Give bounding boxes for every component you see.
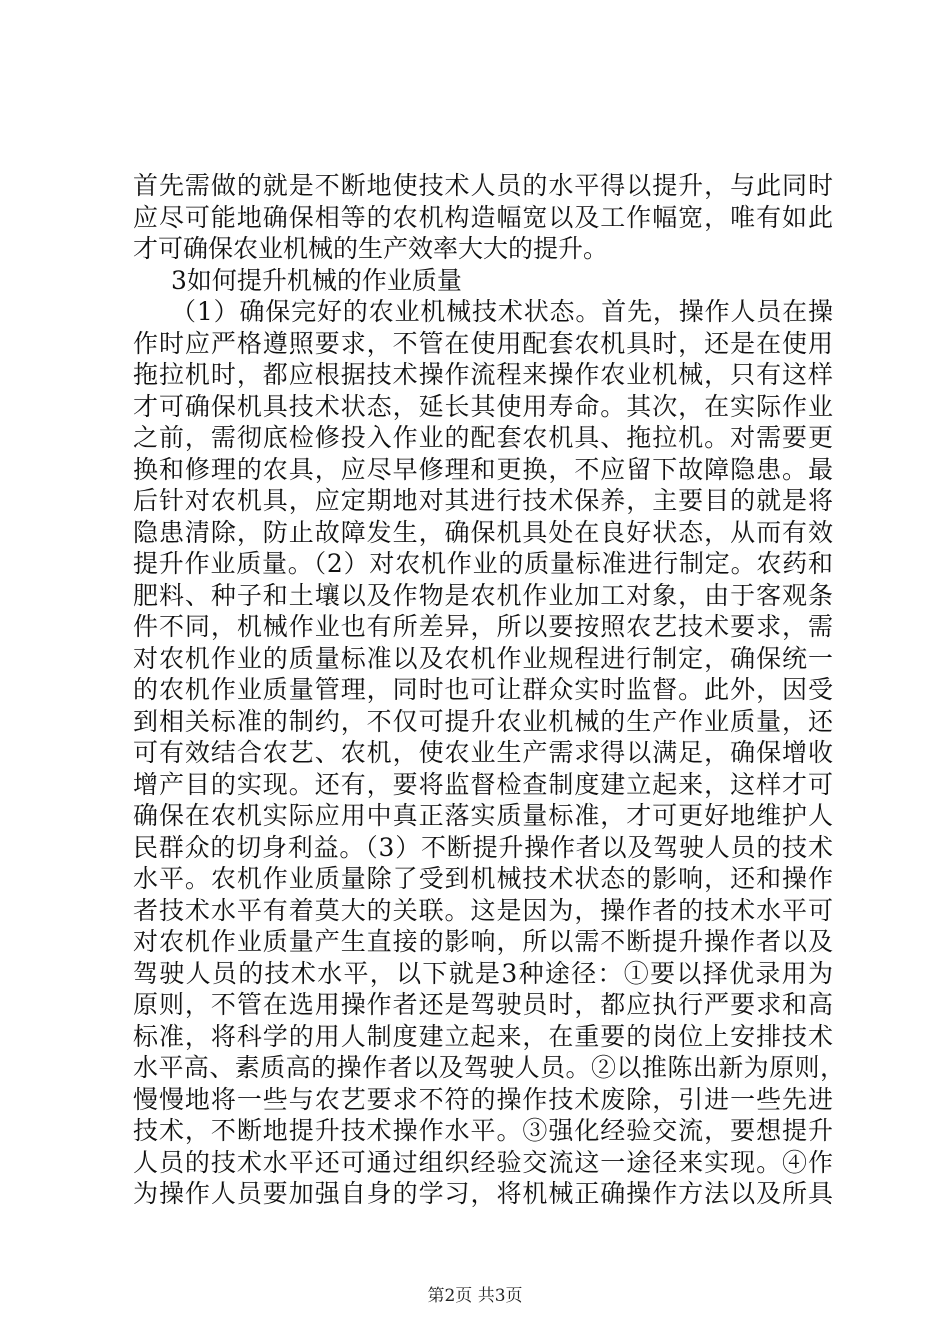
text-line: 对农机作业质量产生直接的影响，所以需不断提升操作者以及 [133, 927, 833, 956]
text-line: 才可确保农业机械的生产效率大大的提升。 [133, 234, 609, 263]
text-line: 才可确保机具技术状态，延长其使用寿命。其次，在实际作业 [133, 391, 833, 421]
text-line: 慢慢地将一些与农艺要求不符的操作技术废除，引进一些先进 [133, 1084, 833, 1114]
text-line: 提升作业质量。（2）对农机作业的质量标准进行制定。农药和 [133, 549, 833, 578]
text-line: 对农机作业的质量标准以及农机作业规程进行制定，确保统一 [133, 643, 833, 673]
text-line: 的农机作业质量管理，同时也可让群众实时监督。此外，因受 [133, 675, 833, 704]
text-line: 应尽可能地确保相等的农机构造幅宽以及工作幅宽，唯有如此 [133, 202, 833, 232]
body-text [133, 170, 845, 1210]
text-line: 可有效结合农艺、农机，使农业生产需求得以满足，确保增收 [133, 738, 833, 767]
text-line: 标准，将科学的用人制度建立起来，在重要的岗位上安排技术 [133, 1021, 833, 1051]
text-line: 原则，不管在选用操作者还是驾驶员时，都应执行严要求和高 [133, 990, 833, 1019]
text-line: 水平。农机作业质量除了受到机械技术状态的影响，还和操作 [133, 864, 833, 893]
text-line: 技术，不断地提升技术操作水平。③强化经验交流，要想提升 [133, 1116, 833, 1145]
text-line: 人员的技术水平还可通过组织经验交流这一途径来实现。④作 [133, 1147, 833, 1177]
section-heading: 3如何提升机械的作业质量 [171, 265, 462, 295]
text-line: 到相关标准的制约，不仅可提升农业机械的生产作业质量，还 [133, 706, 833, 736]
text-line: 拖拉机时，都应根据技术操作流程来操作农业机械，只有这样 [133, 360, 833, 389]
text-line: 肥料、种子和土壤以及作物是农机作业加工对象，由于客观条 [133, 580, 833, 610]
text-line: 后针对农机具，应定期地对其进行技术保养，主要目的就是将 [133, 486, 833, 515]
text-line: 为操作人员要加强自身的学习，将机械正确操作方法以及所具 [133, 1179, 833, 1208]
text-line: 首先需做的就是不断地使技术人员的水平得以提升，与此同时 [133, 171, 833, 200]
text-line: 隐患清除，防止故障发生，确保机具处在良好状态，从而有效 [133, 517, 833, 547]
page-number-footer: 第2页 共3页 [427, 1286, 523, 1306]
text-line: 确保在农机实际应用中真正落实质量标准，才可更好地维护人 [133, 801, 833, 830]
text-line: 件不同，机械作业也有所差异，所以要按照农艺技术要求，需 [133, 612, 833, 641]
text-line: 作时应严格遵照要求，不管在使用配套农机具时，还是在使用 [133, 328, 833, 358]
text-line: 之前，需彻底检修投入作业的配套农机具、拖拉机。对需要更 [133, 423, 833, 452]
text-line: 民群众的切身利益。（3）不断提升操作者以及驾驶人员的技术 [133, 832, 833, 862]
text-line: 驾驶人员的技术水平，以下就是3种途径：①要以择优录用为 [133, 958, 833, 988]
text-line: 增产目的实现。还有，要将监督检查制度建立起来，这样才可 [133, 769, 833, 799]
text-line: 者技术水平有着莫大的关联。这是因为，操作者的技术水平可 [133, 895, 833, 925]
paragraph-first-line: （1）确保完好的农业机械技术状态。首先，操作人员在操 [171, 297, 833, 326]
text-line: 水平高、素质高的操作者以及驾驶人员。②以推陈出新为原则， [133, 1053, 845, 1082]
text-line: 换和修理的农具，应尽早修理和更换，不应留下故障隐患。最 [133, 454, 833, 484]
